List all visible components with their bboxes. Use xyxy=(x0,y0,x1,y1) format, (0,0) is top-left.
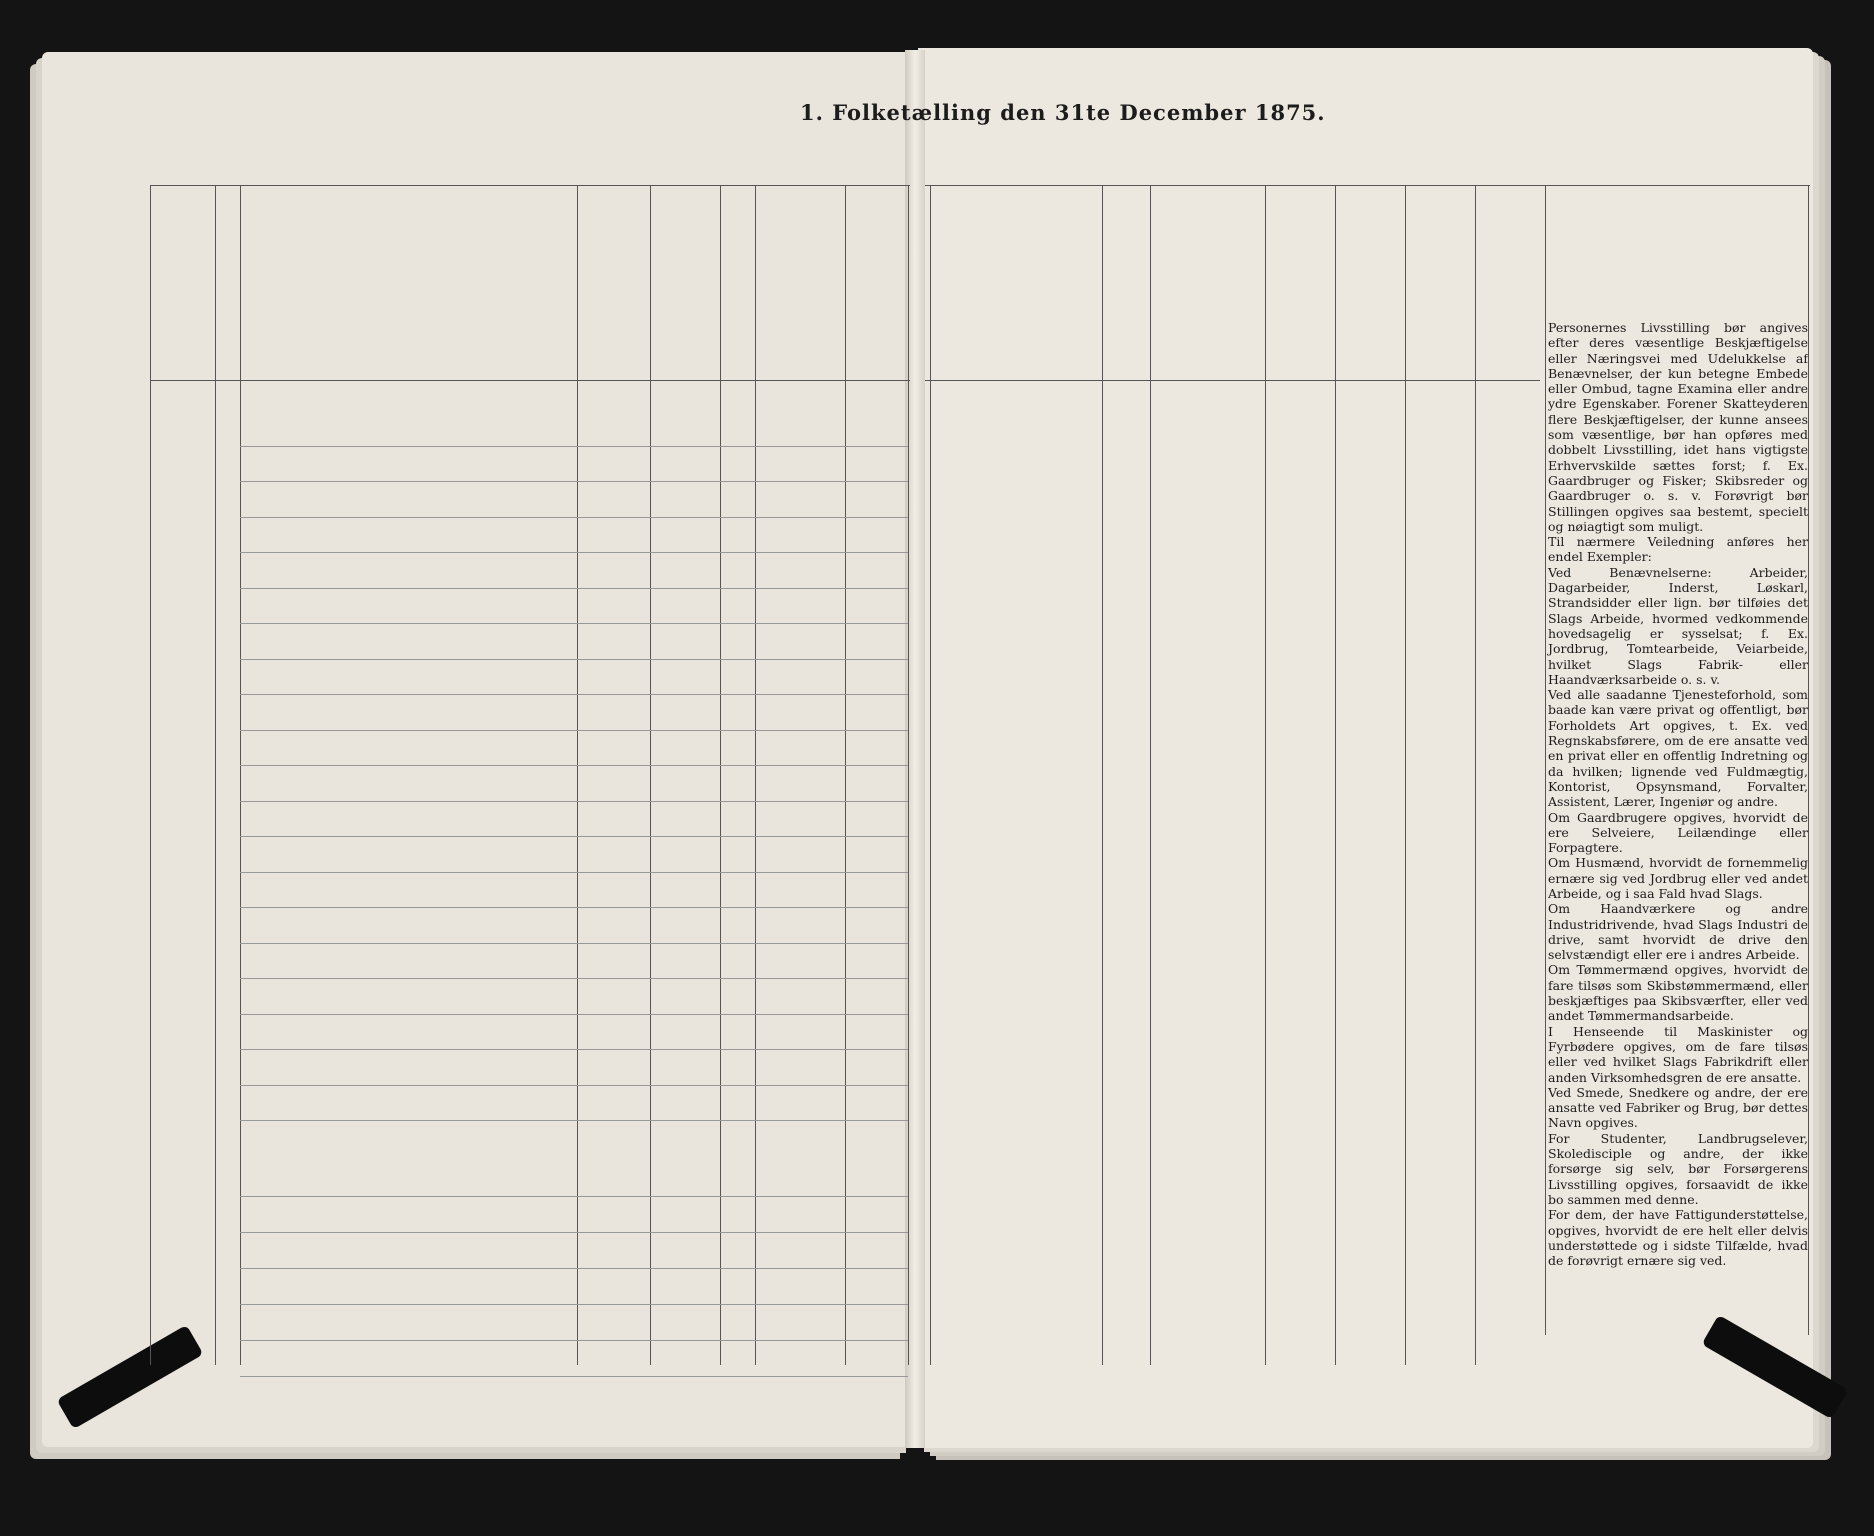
row-line-6 xyxy=(240,623,908,624)
rules-paragraph: Om Husmænd, hvorvidt de fornemmelig ernære sig ved Jordbrug eller ved andet Arbeide, og i saa Fald hvad Slags. xyxy=(1548,855,1808,901)
column-line-2 xyxy=(215,185,216,1365)
absent-row-line-6 xyxy=(240,1376,908,1377)
row-line-1 xyxy=(240,446,908,447)
column-line-9 xyxy=(930,185,931,1365)
row-line-16 xyxy=(240,978,908,979)
column-line-3 xyxy=(240,185,241,1365)
header-top-line-left xyxy=(150,185,910,186)
row-line-19 xyxy=(240,1085,908,1086)
row-line-15 xyxy=(240,943,908,944)
column-line-4 xyxy=(577,185,578,1365)
column-line-16 xyxy=(1545,185,1546,1335)
column-line-7 xyxy=(755,185,756,1365)
rules-paragraph: I Henseende til Maskinister og Fyrbødere opgives, om de fare tilsøs eller ved hvilket Slags Fabrikdrift eller anden Virksomhedsgren de ere ansatte. xyxy=(1548,1023,1808,1085)
rules-paragraph: Personernes Livsstilling bør angives efter deres væsentlige Beskjæftigelse eller Næringsvei med Udelukkelse af Benævnelser, der kun betegne Embede eller Ombud, tagne Examina eller andre ydre Egenskaber. Forener Skatteyderen flere Beskjæftigelser, der kunne ansees som væsentlige, bør han opføres med dobbelt Livsstilling, idet hans vigtigste Erhvervskilde sættes forst; f. Ex. Gaardbruger og Fisker; Skibsreder og Gaardbruger o. s. v. Forøvrigt bør Stillingen opgives saa bestemt, specielt og nøiagtigt som muligt. xyxy=(1548,320,1808,534)
rules-paragraph: For dem, der have Fattigunderstøttelse, opgives, hvorvidt de ere helt eller delvis understøttede og i sidste Tilfælde, hvad de forøvrigt ernære sig ved. xyxy=(1548,1207,1808,1269)
row-line-18 xyxy=(240,1049,908,1050)
row-line-4 xyxy=(240,552,908,553)
column-line-5 xyxy=(650,185,651,1365)
page-title: 1. Folketælling den 31te December 1875. xyxy=(800,100,1326,125)
absent-row-line-5 xyxy=(240,1340,908,1341)
column-line-12 xyxy=(1265,185,1266,1365)
row-line-14 xyxy=(240,907,908,908)
row-line-3 xyxy=(240,517,908,518)
rules-paragraph: Ved Benævnelserne: Arbeider, Dagarbeider, Inderst, Løskarl, Strandsidder eller lign. bør tilføies det Slags Arbeide, hvormed vedkommende hovedsagelig er sysselsat; f. Ex. Jordbrug, Tomtearbeide, Veiarbeide, hvilket Slags Fabrik- eller Haandværksarbeide o. s. v. xyxy=(1548,564,1808,687)
column-line-14 xyxy=(1405,185,1406,1365)
rules-paragraph: Til nærmere Veiledning anføres her endel Exempler: xyxy=(1548,534,1808,565)
header-bottom-line-right xyxy=(925,380,1540,381)
column-line-13 xyxy=(1335,185,1336,1365)
column-line-end-right xyxy=(1808,185,1809,1335)
row-line-20 xyxy=(240,1120,908,1121)
column-line-8 xyxy=(845,185,846,1365)
column-line-end-left xyxy=(908,185,909,1365)
row-line-7 xyxy=(240,659,908,660)
row-line-2 xyxy=(240,481,908,482)
row-line-13 xyxy=(240,872,908,873)
row-line-12 xyxy=(240,836,908,837)
rules-paragraph: Ved Smede, Snedkere og andre, der ere ansatte ved Fabriker og Brug, bør dettes Navn opgives. xyxy=(1548,1084,1808,1131)
column-line-15 xyxy=(1475,185,1476,1365)
row-line-9 xyxy=(240,730,908,731)
column-line-6 xyxy=(720,185,721,1365)
column-line-1 xyxy=(150,185,151,1365)
column-line-10 xyxy=(1102,185,1103,1365)
column-line-11 xyxy=(1150,185,1151,1365)
rules-paragraph: Om Haandværkere og andre Industridrivende, hvad Slags Industri de drive, samt hvorvidt de drive den selvstændigt eller ere i andres Arbeide. xyxy=(1548,901,1808,963)
row-line-5 xyxy=(240,588,908,589)
rules-paragraph: For Studenter, Landbrugselever, Skoledisciple og andre, der ikke forsørge sig selv, bør Forsørgerens Livsstilling opgives, forsaavidt de ikke bo sammen med denne. xyxy=(1548,1130,1808,1207)
row-line-17 xyxy=(240,1014,908,1015)
absent-row-line-3 xyxy=(240,1268,908,1269)
header-top-line-right xyxy=(925,185,1810,186)
absent-row-line-1 xyxy=(240,1196,908,1197)
row-line-8 xyxy=(240,694,908,695)
absent-row-line-4 xyxy=(240,1304,908,1305)
rules-paragraph: Om Tømmermænd opgives, hvorvidt de fare tilsøs som Skibstømmermænd, eller beskjæftiges paa Skibsværfter, eller ved andet Tømmermandsarbeide. xyxy=(1548,962,1808,1024)
absent-row-line-2 xyxy=(240,1232,908,1233)
rules-text xyxy=(1548,320,1808,1268)
left-page xyxy=(42,52,912,1447)
rules-paragraph: Om Gaardbrugere opgives, hvorvidt de ere Selveiere, Leilændinge eller Forpagtere. xyxy=(1548,809,1808,856)
rules-paragraph: Ved alle saadanne Tjenesteforhold, som baade kan være privat og offentligt, bør Forholdets Art opgives, t. Ex. ved Regnskabsførere, om de ere ansatte ved en privat eller en offentlig Indretning og da hvilken; lignende ved Fuldmægtig, Kontorist, Opsynsmand, Forvalter, Assistent, Lærer, Ingeniør og andre. xyxy=(1548,687,1808,810)
row-line-11 xyxy=(240,801,908,802)
row-line-10 xyxy=(240,765,908,766)
header-bottom-line-left xyxy=(150,380,910,381)
